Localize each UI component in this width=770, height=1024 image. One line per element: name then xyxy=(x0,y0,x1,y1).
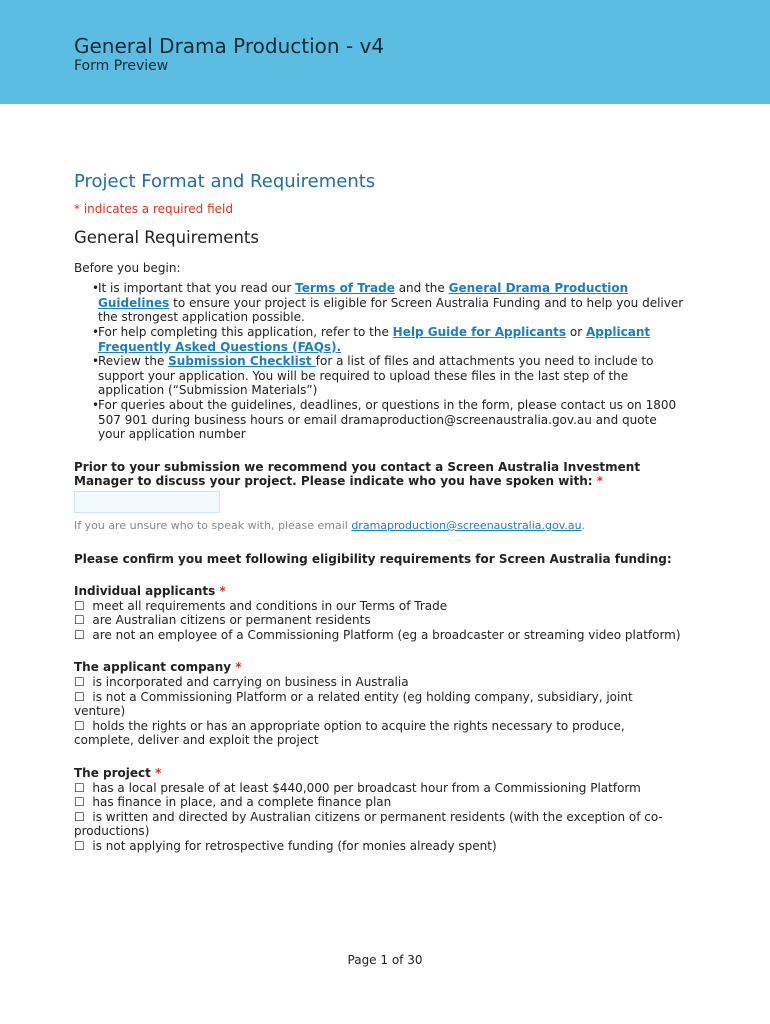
required-star: * xyxy=(235,660,242,675)
checkbox-label: is written and directed by Australian citizens or permanent residents (with the exception of co- productions) xyxy=(74,809,663,839)
checkbox-item[interactable] xyxy=(74,599,684,614)
contact-question-text: Prior to your submission we recommend you contact a Screen Australia Investment Manager to discuss your project. Please indicate who you have spoken with: xyxy=(74,459,641,489)
checkbox-item[interactable] xyxy=(74,675,684,690)
checkbox-item[interactable] xyxy=(74,690,684,719)
checkbox-icon[interactable]: ☐ xyxy=(74,689,85,704)
help-text: . xyxy=(581,518,586,532)
checkbox-item[interactable] xyxy=(74,628,684,643)
faqs-link[interactable]: Applicant Frequently Asked Questions (FAQs). xyxy=(98,324,651,354)
checkbox-icon[interactable]: ☐ xyxy=(74,809,85,824)
bullet-help xyxy=(92,324,684,354)
bullet-icon: • xyxy=(92,397,100,412)
checkbox-item[interactable] xyxy=(74,719,684,748)
checkbox-label: are Australian citizens or permanent residents xyxy=(92,613,371,628)
bullet-text: It is important that you read our xyxy=(98,281,296,296)
checkbox-item[interactable] xyxy=(74,781,684,796)
checkbox-item[interactable] xyxy=(74,613,684,628)
form-subtitle: Form Preview xyxy=(74,58,169,74)
form-content xyxy=(74,170,684,854)
bullet-terms xyxy=(92,281,684,325)
required-star: * xyxy=(596,474,603,489)
group-applicant-company xyxy=(74,660,684,748)
bullet-checklist xyxy=(92,354,684,398)
checkbox-label: are not an employee of a Commissioning Platform (eg a broadcaster or streaming video platform) xyxy=(92,627,681,642)
help-text: If you are unsure who to speak with, please email xyxy=(74,518,352,532)
group-title xyxy=(74,766,684,781)
bullet-text: and the xyxy=(394,281,449,296)
checkbox-label: has a local presale of at least $440,000 per broadcast hour from a Commissioning Platform xyxy=(92,780,641,795)
checkbox-label: is not applying for retrospective funding (for monies already spent) xyxy=(92,839,497,853)
group-title-text: The applicant company xyxy=(74,660,236,675)
investment-manager-input[interactable] xyxy=(74,491,220,513)
terms-of-trade-link[interactable]: Terms of Trade xyxy=(295,281,395,296)
bullet-text: For help completing this application, refer to the xyxy=(98,324,393,339)
checkbox-icon[interactable]: ☐ xyxy=(74,613,85,628)
checkbox-label: has finance in place, and a complete finance plan xyxy=(92,795,392,810)
form-title: General Drama Production - v4 xyxy=(74,34,385,58)
checkbox-icon[interactable]: ☐ xyxy=(74,718,85,733)
checkbox-label: is incorporated and carrying on business in Australia xyxy=(92,675,409,690)
required-field-note: * indicates a required field xyxy=(74,202,233,216)
checkbox-icon[interactable]: ☐ xyxy=(74,795,85,810)
section-title: Project Format and Requirements xyxy=(74,171,376,192)
required-star: * xyxy=(219,584,226,599)
group-title xyxy=(74,584,684,599)
checkbox-label: holds the rights or has an appropriate option to acquire the rights necessary to produce, complete, deliver and exploit the project xyxy=(74,718,625,748)
group-title-text: The project xyxy=(74,766,156,781)
email-link[interactable]: dramaproduction@screenaustralia.gov.au xyxy=(351,518,582,532)
checkbox-item[interactable] xyxy=(74,839,684,854)
page-number: Page 1 of 30 xyxy=(347,953,423,967)
general-requirements-heading: General Requirements xyxy=(74,227,259,247)
checkbox-item[interactable] xyxy=(74,795,684,810)
before-you-begin-label: Before you begin: xyxy=(74,260,181,275)
checkbox-icon[interactable]: ☐ xyxy=(74,627,85,642)
checkbox-icon[interactable]: ☐ xyxy=(74,598,85,613)
bullet-text: for a list of files and attachments you need to include to support your application. You will be required to upload these files in the last step of the application (“Submission Materials”) xyxy=(98,354,654,398)
checkbox-icon[interactable]: ☐ xyxy=(74,839,85,853)
group-project xyxy=(74,766,684,854)
contact-question-block xyxy=(74,460,684,534)
bullet-queries xyxy=(92,397,684,442)
bullet-text: to ensure your project is eligible for Screen Australia Funding and to help you deliver the strongest application possible. xyxy=(98,295,684,325)
checkbox-item[interactable] xyxy=(74,810,684,839)
required-star: * xyxy=(155,766,162,781)
bullet-text: Review the xyxy=(98,354,169,369)
eligibility-intro: Please confirm you meet following eligibility requirements for Screen Australia funding: xyxy=(74,551,672,566)
contact-question-label xyxy=(74,460,684,489)
contact-help-text xyxy=(74,519,684,534)
bullet-icon: • xyxy=(92,281,100,296)
bullet-icon: • xyxy=(92,324,100,339)
form-header xyxy=(0,0,770,104)
group-individual-applicants xyxy=(74,584,684,642)
group-title xyxy=(74,660,684,675)
requirements-bullet-list xyxy=(74,281,684,442)
checkbox-icon[interactable]: ☐ xyxy=(74,675,85,690)
checkbox-icon[interactable]: ☐ xyxy=(74,780,85,795)
bullet-icon: • xyxy=(92,354,100,369)
help-guide-link[interactable]: Help Guide for Applicants xyxy=(392,324,567,339)
bullet-text: For queries about the guidelines, deadlines, or questions in the form, please contact us on 1800 507 901 during business hours or email dramaproduction@screenaustralia.gov.au and quote your application number xyxy=(98,397,677,442)
submission-checklist-link[interactable]: Submission Checklist xyxy=(168,354,316,369)
group-title-text: Individual applicants xyxy=(74,584,220,599)
checkbox-label: meet all requirements and conditions in our Terms of Trade xyxy=(92,598,448,613)
bullet-text: or xyxy=(566,324,586,339)
checkbox-label: is not a Commissioning Platform or a related entity (eg holding company, subsidiary, joint venture) xyxy=(74,689,633,719)
guidelines-link[interactable]: General Drama Production Guidelines xyxy=(98,281,629,310)
